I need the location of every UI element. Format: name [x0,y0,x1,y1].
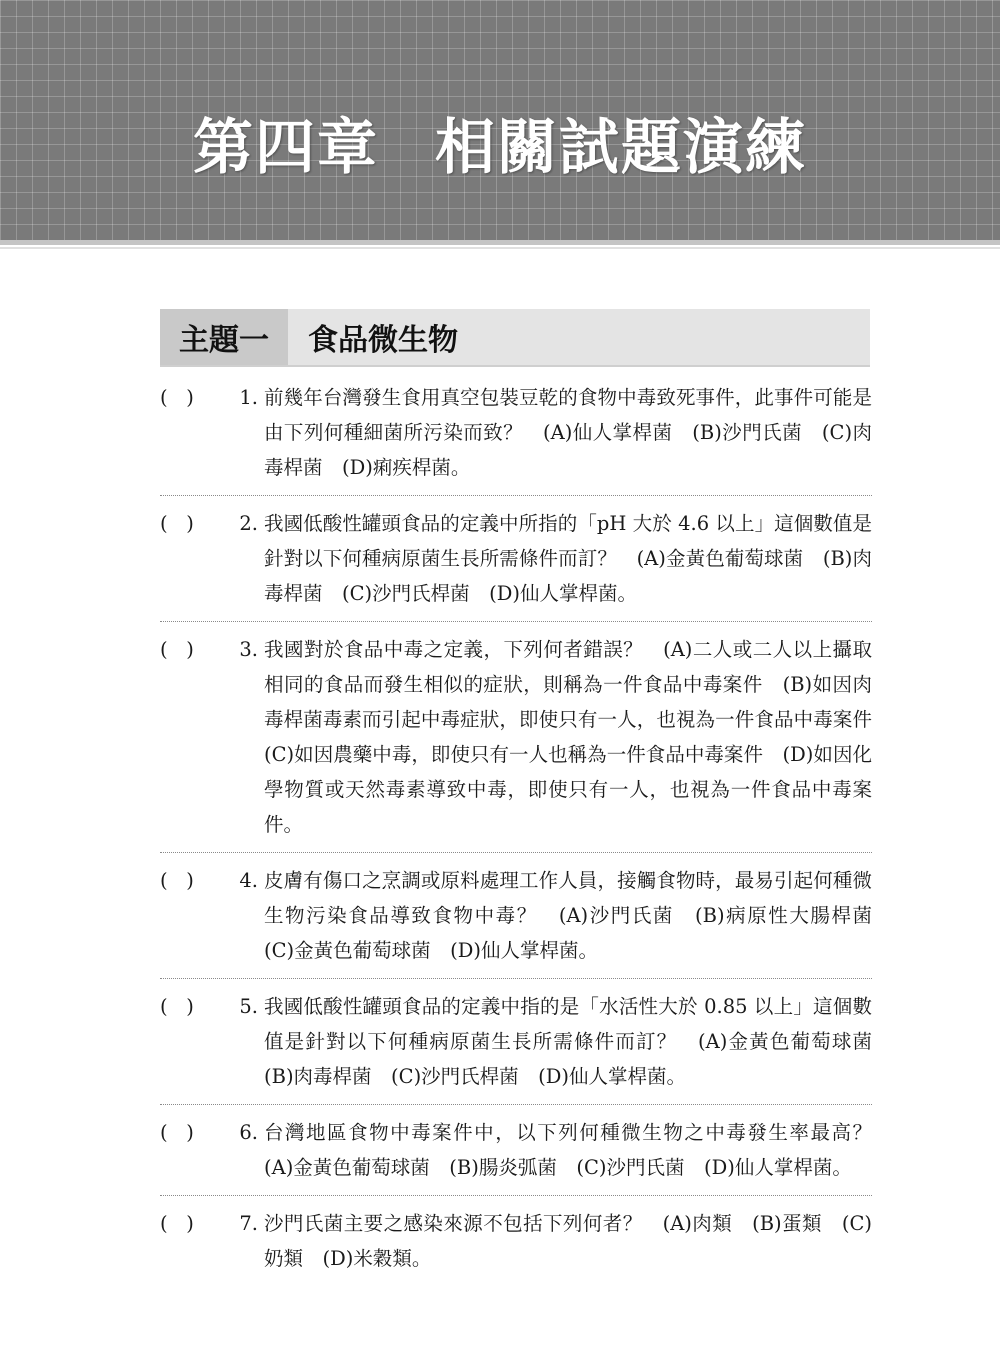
question-number: 6. [239,1121,258,1144]
question-number: 1. [239,386,258,409]
question-text: 皮膚有傷口之烹調或原料處理工作人員，接觸食物時，最易引起何種微生物污染食品導致食物中毒？ (A)沙門氏菌 (B)病原性大腸桿菌 (C)金黃色葡萄球菌 (D)仙人掌桿菌。 [264,869,892,962]
question-item [160,621,892,852]
question-text: 我國低酸性罐頭食品的定義中所指的「pH 大於 4.6 以上」這個數值是針對以下何種病原菌生長所需條件而訂？ (A)金黃色葡萄球菌 (B)肉毒桿菌 (C)沙門氏桿菌 (D)仙人掌桿菌。 [264,512,872,605]
chapter-title [0,108,1000,188]
answer-blank[interactable]: ( ) [160,1212,194,1235]
question-item [160,852,892,978]
answer-blank[interactable]: ( ) [160,386,194,409]
question-number: 7. [239,1212,258,1235]
chapter-number: 第四章 [193,113,379,183]
answer-blank[interactable]: ( ) [160,995,194,1018]
answer-blank[interactable]: ( ) [160,869,194,892]
question-text: 台灣地區食物中毒案件中，以下列何種微生物之中毒發生率最高？ (A)金黃色葡萄球菌 (B)腸炎弧菌 (C)沙門氏菌 (D)仙人掌桿菌。 [264,1121,892,1179]
question-number: 5. [239,995,258,1018]
topic-name: 食品微生物 [308,323,458,358]
question-item [160,1104,892,1195]
answer-blank[interactable]: ( ) [160,512,194,535]
question-number: 3. [239,638,258,661]
question-item [160,495,872,621]
question-text: 沙門氏菌主要之感染來源不包括下列何者？ (A)肉類 (B)蛋類 (C)奶類 (D)米穀類。 [264,1212,872,1270]
answer-blank[interactable]: ( ) [160,638,194,661]
question-number: 2. [239,512,258,535]
question-item [160,978,892,1104]
question-text: 前幾年台灣發生食用真空包裝豆乾的食物中毒致死事件，此事件可能是由下列何種細菌所污染而致？ (A)仙人掌桿菌 (B)沙門氏菌 (C)肉毒桿菌 (D)痢疾桿菌。 [264,386,872,479]
banner-divider [0,240,1000,245]
chapter-banner [0,0,1000,240]
question-item [160,1195,872,1286]
question-text: 我國對於食品中毒之定義，下列何者錯誤？ (A)二人或二人以上攝取相同的食品而發生相似的症狀，則稱為一件食品中毒案件 (B)如因肉毒桿菌毒素而引起中毒症狀，即使只有一人，也視為一件食品中毒案件 (C)如因農藥中毒，即使只有一人也稱為一件食品中毒案件 (D)如因化學物質或天然毒素導致中毒，即使只有一人，也視為一件食品中毒案件。 [264,638,892,836]
banner-divider-thin [0,247,1000,249]
question-number: 4. [239,869,258,892]
question-item [160,378,872,495]
question-list [160,378,892,1286]
question-text: 我國低酸性罐頭食品的定義中指的是「水活性大於 0.85 以上」這個數值是針對以下何種病原菌生長所需條件而訂？ (A)金黃色葡萄球菌 (B)肉毒桿菌 (C)沙門氏桿菌 (D)仙人掌桿菌。 [264,995,892,1088]
chapter-name: 相關試題演練 [435,113,807,183]
answer-blank[interactable]: ( ) [160,1121,194,1144]
topic-header [160,309,870,367]
topic-label: 主題一 [160,309,288,365]
